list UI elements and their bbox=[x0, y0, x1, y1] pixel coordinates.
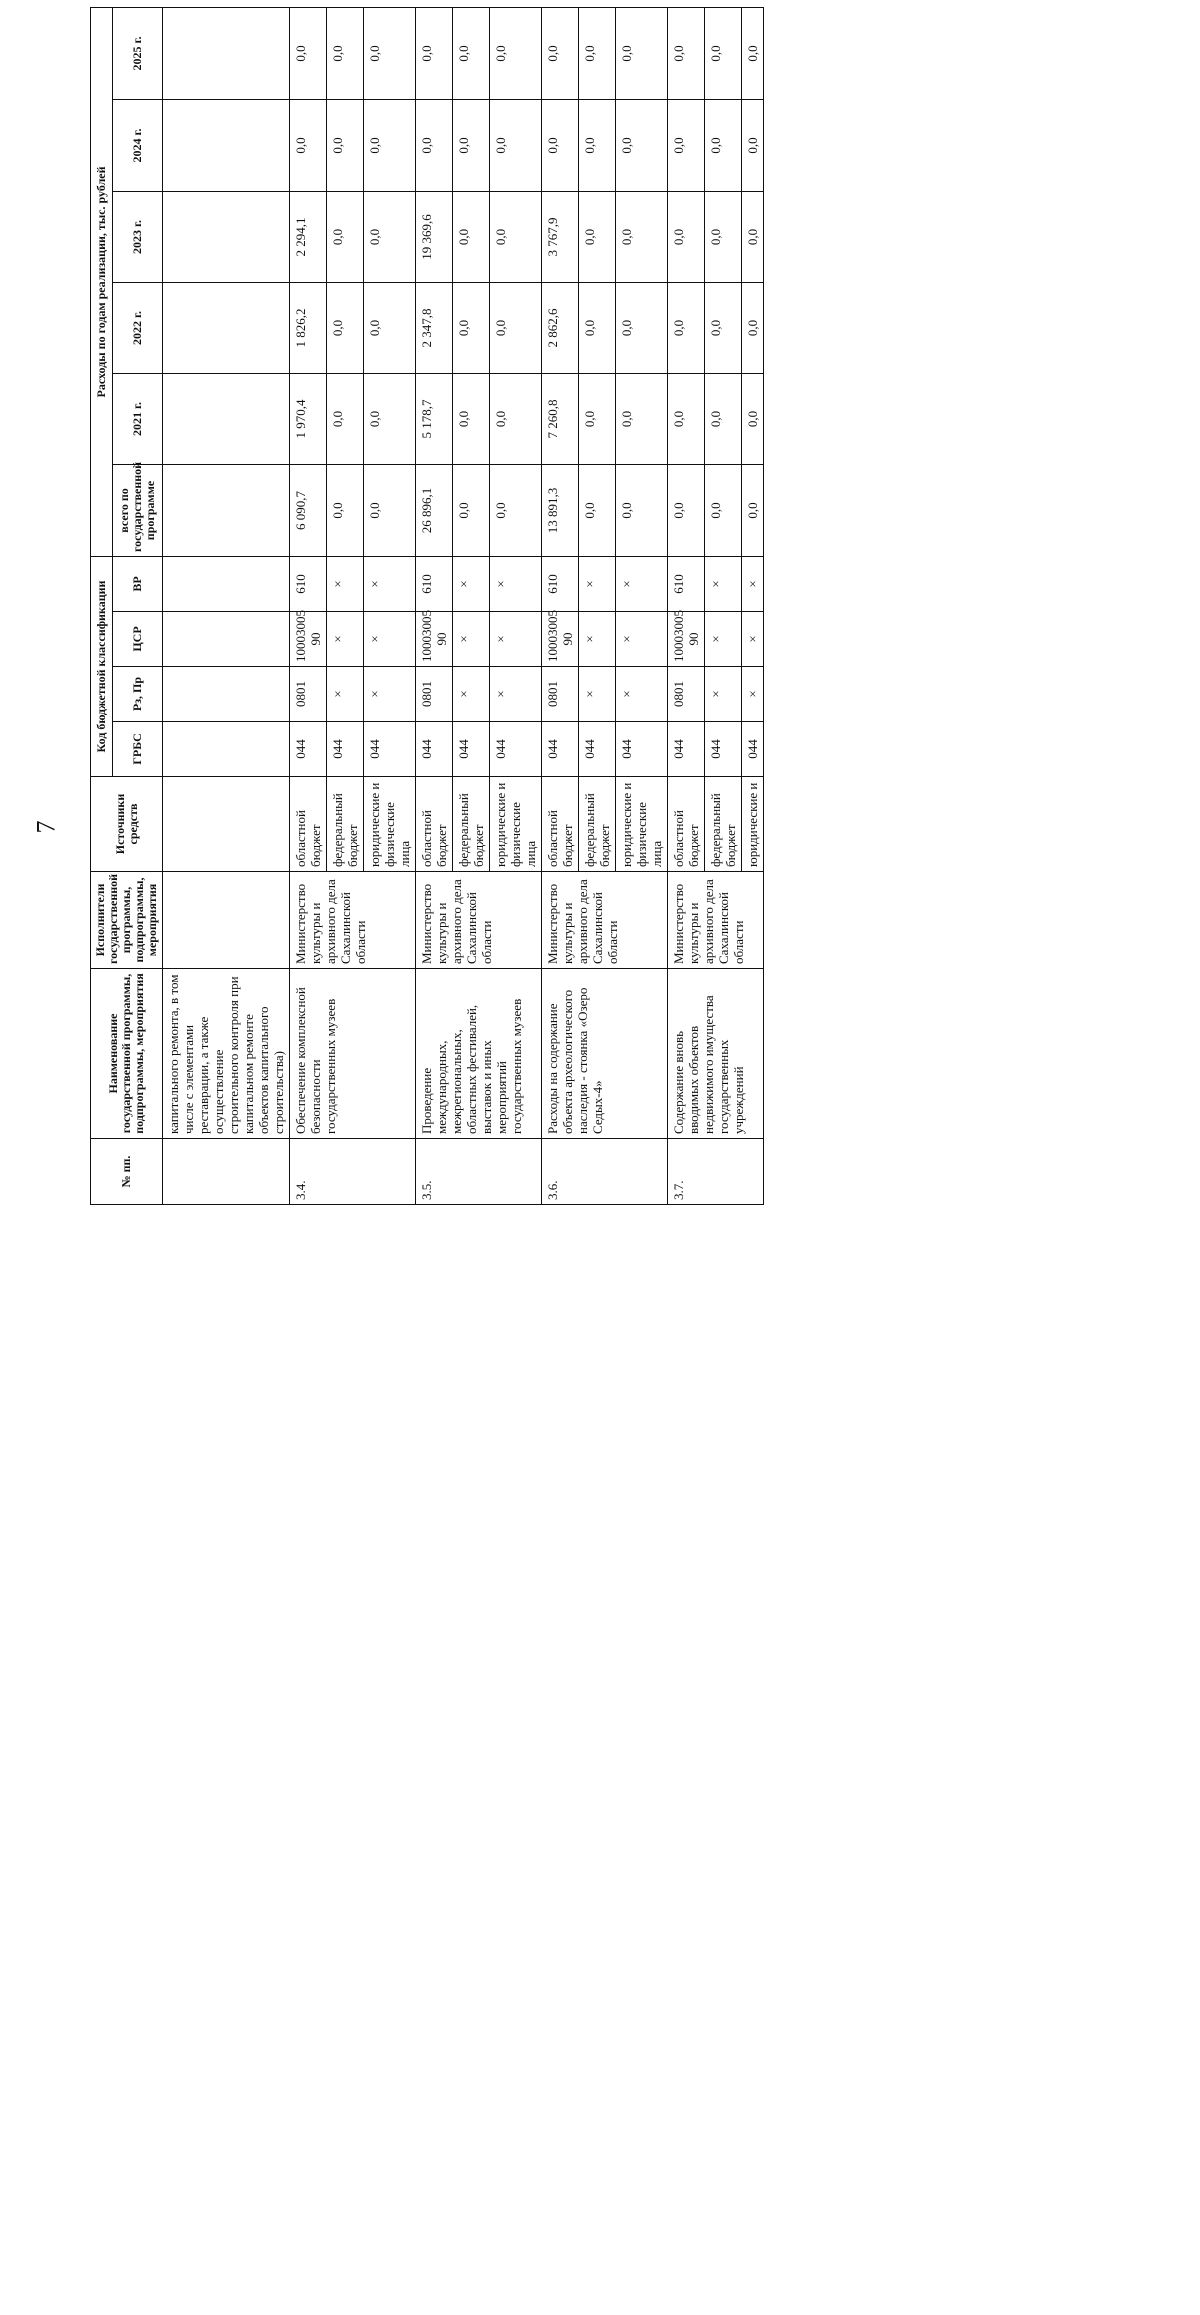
program-expenses-table bbox=[90, 7, 764, 1205]
year-2022-cell: 0,0 bbox=[579, 282, 616, 373]
empty-cell bbox=[163, 7, 290, 99]
year-2025-cell: 0,0 bbox=[668, 7, 705, 99]
empty-cell bbox=[163, 667, 290, 722]
total-cell: 0,0 bbox=[490, 464, 542, 556]
item-executor: Министерство культуры и архивного дела Сахалинской области bbox=[668, 872, 764, 969]
rzpr-cell: × bbox=[579, 667, 616, 722]
empty-cell bbox=[163, 872, 290, 969]
source-cell: юридические и физические лица bbox=[490, 777, 542, 872]
year-2022-cell: 0,0 bbox=[327, 282, 364, 373]
csr-cell: × bbox=[705, 612, 742, 667]
csr-cell: 10003005 90 bbox=[542, 612, 579, 667]
year-2025-cell: 0,0 bbox=[290, 7, 327, 99]
empty-cell bbox=[163, 556, 290, 611]
continuation-row bbox=[163, 7, 290, 1204]
year-2024-cell: 0,0 bbox=[416, 99, 453, 191]
vr-cell: × bbox=[742, 556, 764, 611]
header-budget-code: Код бюджетной классификации bbox=[91, 556, 113, 776]
vr-cell: × bbox=[579, 556, 616, 611]
csr-cell: × bbox=[616, 612, 668, 667]
grbs-cell: 044 bbox=[542, 722, 579, 777]
year-2025-cell: 0,0 bbox=[453, 7, 490, 99]
item-number: 3.7. bbox=[668, 1139, 764, 1205]
grbs-cell: 044 bbox=[490, 722, 542, 777]
year-2023-cell: 0,0 bbox=[705, 191, 742, 282]
header-expenses: Расходы по годам реализации, тыс. рублей bbox=[91, 7, 113, 556]
source-cell: областной бюджет bbox=[668, 777, 705, 872]
vr-cell: 610 bbox=[668, 556, 705, 611]
rzpr-cell: × bbox=[705, 667, 742, 722]
year-2022-cell: 0,0 bbox=[364, 282, 416, 373]
grbs-cell: 044 bbox=[616, 722, 668, 777]
csr-cell: × bbox=[327, 612, 364, 667]
header-executor: Исполнители государственной программы, подпрограммы, мероприятия bbox=[91, 872, 163, 969]
total-cell: 0,0 bbox=[668, 464, 705, 556]
total-cell: 0,0 bbox=[616, 464, 668, 556]
year-2022-cell: 0,0 bbox=[668, 282, 705, 373]
year-2023-cell: 2 294,1 bbox=[290, 191, 327, 282]
year-2025-cell: 0,0 bbox=[705, 7, 742, 99]
header-year-2023: 2023 г. bbox=[112, 191, 162, 282]
table-row bbox=[290, 7, 327, 1204]
empty-cell bbox=[163, 282, 290, 373]
grbs-cell: 044 bbox=[290, 722, 327, 777]
year-2022-cell: 1 826,2 bbox=[290, 282, 327, 373]
csr-cell: 10003005 90 bbox=[290, 612, 327, 667]
vr-cell: 610 bbox=[542, 556, 579, 611]
csr-cell: × bbox=[453, 612, 490, 667]
empty-cell bbox=[163, 191, 290, 282]
year-2024-cell: 0,0 bbox=[327, 99, 364, 191]
header-rzpr: Рз, Пр bbox=[112, 667, 162, 722]
vr-cell: × bbox=[453, 556, 490, 611]
year-2023-cell: 3 767,9 bbox=[542, 191, 579, 282]
empty-cell bbox=[163, 777, 290, 872]
item-executor: Министерство культуры и архивного дела Сахалинской области bbox=[290, 872, 416, 969]
vr-cell: × bbox=[705, 556, 742, 611]
year-2024-cell: 0,0 bbox=[490, 99, 542, 191]
year-2021-cell: 0,0 bbox=[616, 373, 668, 464]
csr-cell: × bbox=[579, 612, 616, 667]
empty-cell bbox=[163, 99, 290, 191]
grbs-cell: 044 bbox=[327, 722, 364, 777]
empty-cell bbox=[163, 464, 290, 556]
source-cell: федеральный бюджет bbox=[579, 777, 616, 872]
item-executor: Министерство культуры и архивного дела Сахалинской области bbox=[416, 872, 542, 969]
total-cell: 0,0 bbox=[742, 464, 764, 556]
grbs-cell: 044 bbox=[416, 722, 453, 777]
header-sources: Источники средств bbox=[91, 777, 163, 872]
vr-cell: × bbox=[616, 556, 668, 611]
empty-cell bbox=[163, 373, 290, 464]
year-2022-cell: 0,0 bbox=[616, 282, 668, 373]
rzpr-cell: × bbox=[364, 667, 416, 722]
header-year-2025: 2025 г. bbox=[112, 7, 162, 99]
year-2022-cell: 0,0 bbox=[490, 282, 542, 373]
rzpr-cell: 0801 bbox=[668, 667, 705, 722]
continuation-name: капитального ремонта, в том числе с элементами реставрации, а также осуществление строительного контроля при капитальном ремонте объектов капитального строительства) bbox=[163, 969, 290, 1139]
total-cell: 0,0 bbox=[327, 464, 364, 556]
item-number: 3.6. bbox=[542, 1139, 668, 1205]
year-2024-cell: 0,0 bbox=[705, 99, 742, 191]
rzpr-cell: 0801 bbox=[542, 667, 579, 722]
grbs-cell: 044 bbox=[364, 722, 416, 777]
vr-cell: × bbox=[364, 556, 416, 611]
year-2024-cell: 0,0 bbox=[290, 99, 327, 191]
year-2021-cell: 0,0 bbox=[364, 373, 416, 464]
header-csr: ЦСР bbox=[112, 612, 162, 667]
rzpr-cell: 0801 bbox=[416, 667, 453, 722]
item-name: Обеспечение комплексной безопасности государственных музеев bbox=[290, 969, 416, 1139]
source-cell: областной бюджет bbox=[290, 777, 327, 872]
csr-cell: × bbox=[490, 612, 542, 667]
total-cell: 6 090,7 bbox=[290, 464, 327, 556]
year-2023-cell: 0,0 bbox=[579, 191, 616, 282]
year-2024-cell: 0,0 bbox=[742, 99, 764, 191]
year-2021-cell: 1 970,4 bbox=[290, 373, 327, 464]
item-number: 3.5. bbox=[416, 1139, 542, 1205]
source-cell: федеральный бюджет bbox=[705, 777, 742, 872]
csr-cell: × bbox=[364, 612, 416, 667]
year-2023-cell: 0,0 bbox=[668, 191, 705, 282]
year-2024-cell: 0,0 bbox=[579, 99, 616, 191]
item-number: 3.4. bbox=[290, 1139, 416, 1205]
year-2021-cell: 0,0 bbox=[668, 373, 705, 464]
total-cell: 0,0 bbox=[705, 464, 742, 556]
rzpr-cell: 0801 bbox=[290, 667, 327, 722]
grbs-cell: 044 bbox=[742, 722, 764, 777]
rzpr-cell: × bbox=[616, 667, 668, 722]
year-2025-cell: 0,0 bbox=[327, 7, 364, 99]
year-2024-cell: 0,0 bbox=[542, 99, 579, 191]
grbs-cell: 044 bbox=[453, 722, 490, 777]
year-2024-cell: 0,0 bbox=[453, 99, 490, 191]
source-cell: областной бюджет bbox=[416, 777, 453, 872]
year-2021-cell: 0,0 bbox=[327, 373, 364, 464]
year-2023-cell: 0,0 bbox=[364, 191, 416, 282]
grbs-cell: 044 bbox=[705, 722, 742, 777]
year-2025-cell: 0,0 bbox=[364, 7, 416, 99]
item-name: Содержание вновь вводимых объектов недвижимого имущества государственных учреждений bbox=[668, 969, 764, 1139]
year-2021-cell: 0,0 bbox=[742, 373, 764, 464]
year-2021-cell: 0,0 bbox=[453, 373, 490, 464]
header-year-2024: 2024 г. bbox=[112, 99, 162, 191]
item-name: Расходы на содержание объекта археологического наследия - стоянка «Озеро Седых-4» bbox=[542, 969, 668, 1139]
vr-cell: × bbox=[490, 556, 542, 611]
year-2025-cell: 0,0 bbox=[579, 7, 616, 99]
grbs-cell: 044 bbox=[579, 722, 616, 777]
header-name: Наименование государственной программы, подпрограммы, мероприятия bbox=[91, 969, 163, 1139]
header-year-2021: 2021 г. bbox=[112, 373, 162, 464]
rotated-table-wrapper bbox=[90, 36, 1200, 2315]
header-year-2022: 2022 г. bbox=[112, 282, 162, 373]
year-2021-cell: 7 260,8 bbox=[542, 373, 579, 464]
source-cell: юридические и bbox=[742, 777, 764, 872]
year-2022-cell: 0,0 bbox=[742, 282, 764, 373]
total-cell: 0,0 bbox=[453, 464, 490, 556]
year-2021-cell: 5 178,7 bbox=[416, 373, 453, 464]
document-sheet bbox=[90, 36, 1198, 1205]
year-2023-cell: 0,0 bbox=[327, 191, 364, 282]
table-row bbox=[668, 7, 705, 1204]
year-2022-cell: 2 347,8 bbox=[416, 282, 453, 373]
vr-cell: 610 bbox=[290, 556, 327, 611]
year-2025-cell: 0,0 bbox=[742, 7, 764, 99]
source-cell: федеральный бюджет bbox=[453, 777, 490, 872]
year-2024-cell: 0,0 bbox=[364, 99, 416, 191]
year-2021-cell: 0,0 bbox=[579, 373, 616, 464]
vr-cell: × bbox=[327, 556, 364, 611]
table-row bbox=[542, 7, 579, 1204]
year-2025-cell: 0,0 bbox=[490, 7, 542, 99]
rzpr-cell: × bbox=[327, 667, 364, 722]
table-body bbox=[163, 7, 764, 1204]
rzpr-cell: × bbox=[742, 667, 764, 722]
year-2023-cell: 0,0 bbox=[616, 191, 668, 282]
source-cell: федеральный бюджет bbox=[327, 777, 364, 872]
total-cell: 0,0 bbox=[579, 464, 616, 556]
rzpr-cell: × bbox=[453, 667, 490, 722]
header-vr: ВР bbox=[112, 556, 162, 611]
continuation-num bbox=[163, 1139, 290, 1205]
year-2025-cell: 0,0 bbox=[616, 7, 668, 99]
item-executor: Министерство культуры и архивного дела Сахалинской области bbox=[542, 872, 668, 969]
year-2023-cell: 0,0 bbox=[453, 191, 490, 282]
item-name: Проведение международных, межрегиональных, областных фестивалей, выставок и иных мероприятий государственных музеев bbox=[416, 969, 542, 1139]
year-2022-cell: 0,0 bbox=[453, 282, 490, 373]
csr-cell: × bbox=[742, 612, 764, 667]
source-cell: юридические и физические лица bbox=[364, 777, 416, 872]
source-cell: областной бюджет bbox=[542, 777, 579, 872]
table-row bbox=[416, 7, 453, 1204]
year-2022-cell: 2 862,6 bbox=[542, 282, 579, 373]
year-2023-cell: 0,0 bbox=[742, 191, 764, 282]
year-2021-cell: 0,0 bbox=[705, 373, 742, 464]
year-2024-cell: 0,0 bbox=[616, 99, 668, 191]
header-total: всего по государственной программе bbox=[112, 464, 162, 556]
header-grbs: ГРБС bbox=[112, 722, 162, 777]
source-cell: юридические и физические лица bbox=[616, 777, 668, 872]
year-2021-cell: 0,0 bbox=[490, 373, 542, 464]
csr-cell: 10003005 90 bbox=[668, 612, 705, 667]
vr-cell: 610 bbox=[416, 556, 453, 611]
empty-cell bbox=[163, 612, 290, 667]
page-number: 7 bbox=[31, 820, 61, 834]
grbs-cell: 044 bbox=[668, 722, 705, 777]
year-2025-cell: 0,0 bbox=[542, 7, 579, 99]
year-2024-cell: 0,0 bbox=[668, 99, 705, 191]
rzpr-cell: × bbox=[490, 667, 542, 722]
total-cell: 26 896,1 bbox=[416, 464, 453, 556]
csr-cell: 10003005 90 bbox=[416, 612, 453, 667]
empty-cell bbox=[163, 722, 290, 777]
year-2025-cell: 0,0 bbox=[416, 7, 453, 99]
total-cell: 0,0 bbox=[364, 464, 416, 556]
total-cell: 13 891,3 bbox=[542, 464, 579, 556]
year-2023-cell: 0,0 bbox=[490, 191, 542, 282]
header-num: № пп. bbox=[91, 1139, 163, 1205]
year-2022-cell: 0,0 bbox=[705, 282, 742, 373]
year-2023-cell: 19 369,6 bbox=[416, 191, 453, 282]
